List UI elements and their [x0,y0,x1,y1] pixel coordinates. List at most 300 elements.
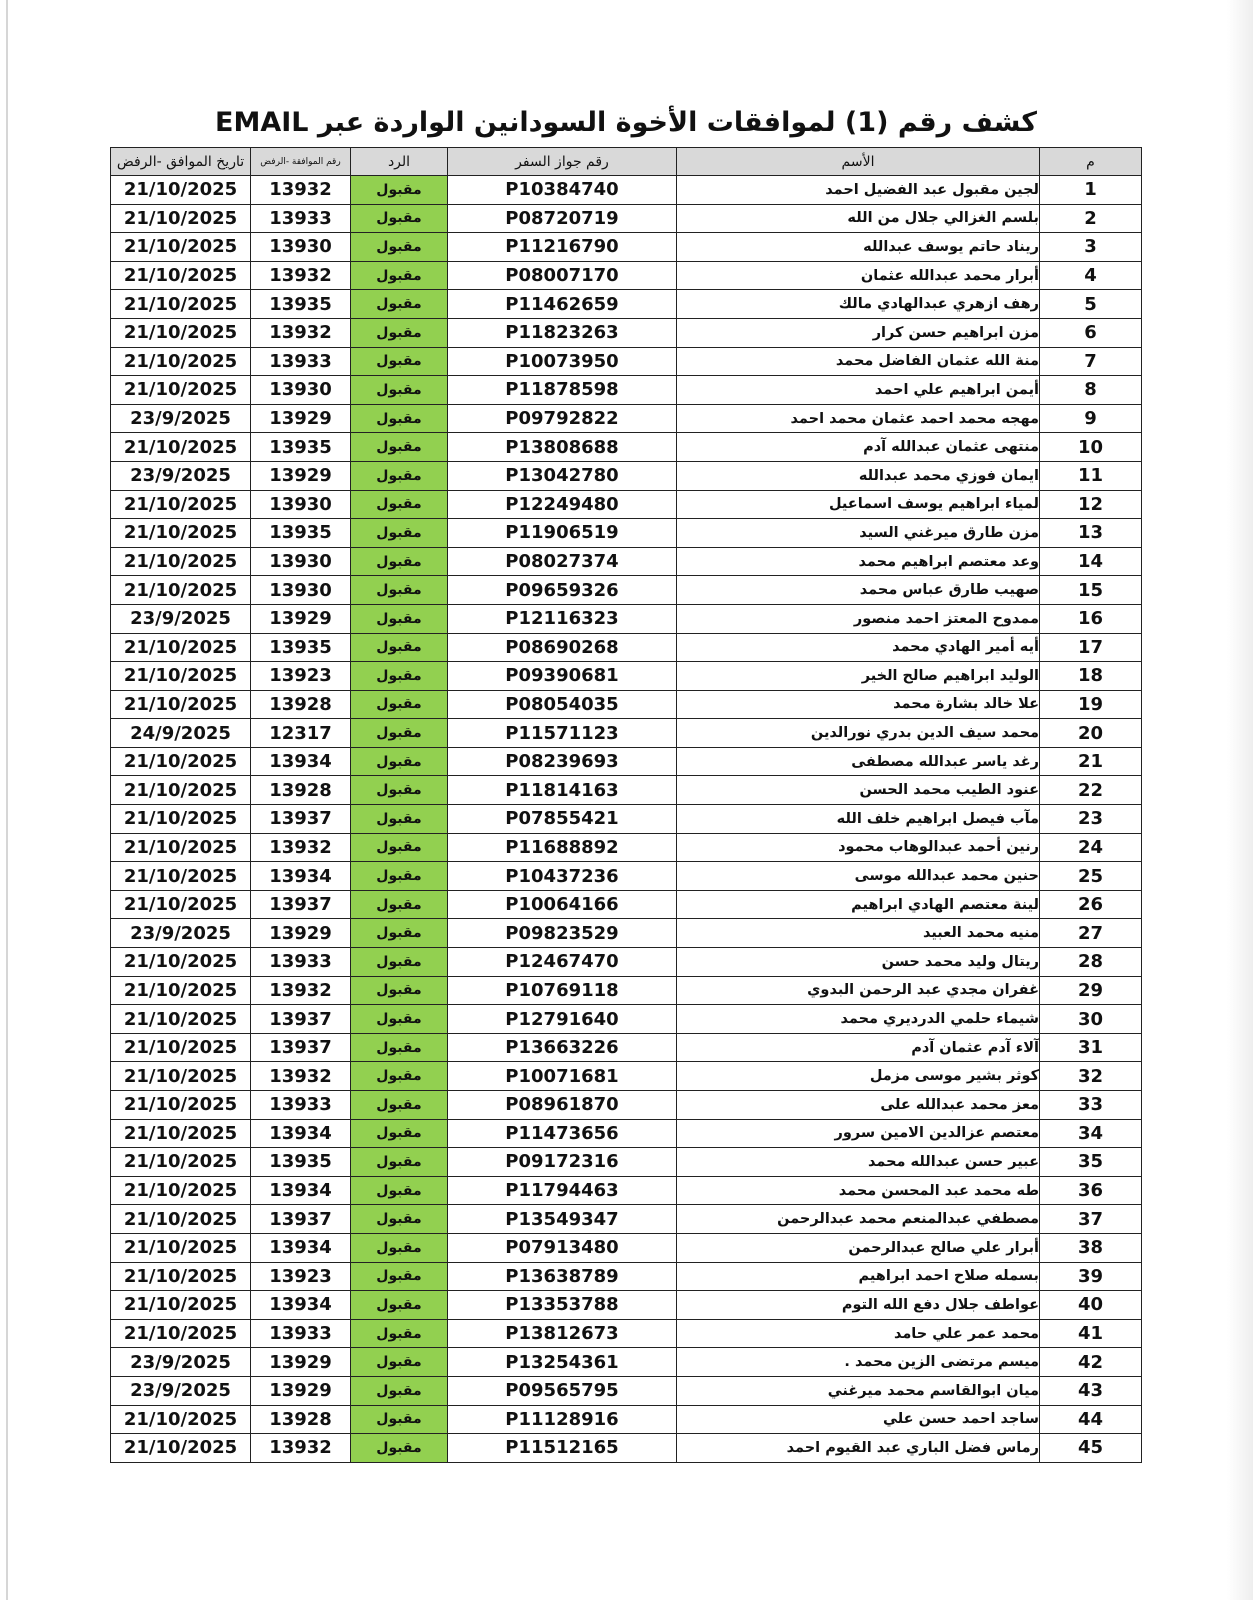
response-status-cell: مقبول [351,747,448,776]
table-row [111,1376,1142,1405]
table-row [111,318,1142,347]
response-status-cell: مقبول [351,290,448,319]
table-row [111,833,1142,862]
approval-date-cell: 21/10/2025 [111,290,251,319]
approval-date-cell: 21/10/2025 [111,261,251,290]
table-row [111,976,1142,1005]
approval-date-cell: 21/10/2025 [111,1205,251,1234]
approval-number-cell: 13935 [251,290,351,319]
table-row [111,404,1142,433]
approval-number-cell: 13929 [251,404,351,433]
response-status-cell: مقبول [351,176,448,205]
person-name-cell: مصطفي عبدالمنعم محمد عبدالرحمن [677,1205,1040,1234]
passport-number-cell: P10064166 [448,890,677,919]
approval-number-cell: 13934 [251,1119,351,1148]
row-index-cell: 42 [1040,1348,1142,1377]
passport-number-cell: P08054035 [448,690,677,719]
approval-number-cell: 13932 [251,261,351,290]
table-row [111,547,1142,576]
table-row [111,805,1142,834]
person-name-cell: محمد عمر علي حامد [677,1319,1040,1348]
approval-number-cell: 13932 [251,1062,351,1091]
approval-number-cell: 13930 [251,376,351,405]
row-index-cell: 21 [1040,747,1142,776]
response-status-cell: مقبول [351,604,448,633]
table-header-row [111,148,1142,176]
table-row [111,1062,1142,1091]
document-title: كشف رقم (1) لموافقات الأخوة السودانين الواردة عبر EMAIL [215,107,1037,138]
person-name-cell: الوليد ابراهيم صالح الخير [677,662,1040,691]
table-row [111,1348,1142,1377]
approval-number-cell: 13937 [251,890,351,919]
passport-number-cell: P13254361 [448,1348,677,1377]
person-name-cell: مزن ابراهيم حسن كرار [677,318,1040,347]
person-name-cell: غفران مجدي عبد الرحمن البدوي [677,976,1040,1005]
approval-date-cell: 21/10/2025 [111,519,251,548]
response-status-cell: مقبول [351,690,448,719]
response-status-cell: مقبول [351,1405,448,1434]
table-row [111,519,1142,548]
table-row [111,1291,1142,1320]
passport-number-cell: P11906519 [448,519,677,548]
person-name-cell: أبرار علي صالح عبدالرحمن [677,1233,1040,1262]
approval-number-cell: 13932 [251,176,351,205]
table-row [111,1119,1142,1148]
response-status-cell: مقبول [351,519,448,548]
response-status-cell: مقبول [351,1176,448,1205]
table-body [111,176,1142,1463]
approval-number-cell: 13933 [251,948,351,977]
response-status-cell: مقبول [351,890,448,919]
table-row [111,1405,1142,1434]
row-index-cell: 41 [1040,1319,1142,1348]
passport-number-cell: P11473656 [448,1119,677,1148]
table-row [111,719,1142,748]
header-passport: رقم جواز السفر [448,148,677,176]
approval-date-cell: 23/9/2025 [111,1376,251,1405]
person-name-cell: عواطف جلال دفع الله التوم [677,1291,1040,1320]
passport-number-cell: P09659326 [448,576,677,605]
passport-number-cell: P13353788 [448,1291,677,1320]
response-status-cell: مقبول [351,318,448,347]
passport-number-cell: P10769118 [448,976,677,1005]
table-row [111,1319,1142,1348]
approval-number-cell: 13930 [251,576,351,605]
response-status-cell: مقبول [351,347,448,376]
response-status-cell: مقبول [351,1348,448,1377]
row-index-cell: 34 [1040,1119,1142,1148]
response-status-cell: مقبول [351,948,448,977]
approval-number-cell: 13935 [251,1148,351,1177]
table-row [111,1148,1142,1177]
approval-number-cell: 13937 [251,805,351,834]
person-name-cell: حنين محمد عبدالله موسى [677,862,1040,891]
person-name-cell: محمد سيف الدين بدري نورالدين [677,719,1040,748]
table-row [111,290,1142,319]
table-row [111,576,1142,605]
passport-number-cell: P11814163 [448,776,677,805]
response-status-cell: مقبول [351,233,448,262]
approval-number-cell: 13930 [251,490,351,519]
response-status-cell: مقبول [351,862,448,891]
table-row [111,776,1142,805]
approval-number-cell: 13935 [251,519,351,548]
response-status-cell: مقبول [351,547,448,576]
person-name-cell: عبير حسن عبدالله محمد [677,1148,1040,1177]
response-status-cell: مقبول [351,1233,448,1262]
row-index-cell: 2 [1040,204,1142,233]
approval-number-cell: 13929 [251,1348,351,1377]
person-name-cell: بسمله صلاح احمد ابراهيم [677,1262,1040,1291]
row-index-cell: 5 [1040,290,1142,319]
approval-number-cell: 13932 [251,318,351,347]
person-name-cell: صهيب طارق عباس محمد [677,576,1040,605]
approval-number-cell: 13930 [251,233,351,262]
approval-number-cell: 13929 [251,461,351,490]
approval-number-cell: 13932 [251,1434,351,1463]
approval-date-cell: 21/10/2025 [111,347,251,376]
row-index-cell: 39 [1040,1262,1142,1291]
approval-date-cell: 21/10/2025 [111,747,251,776]
person-name-cell: مزن طارق ميرغني السيد [677,519,1040,548]
approval-date-cell: 21/10/2025 [111,433,251,462]
header-approval-number: رقم الموافقة -الرفض [251,148,351,176]
passport-number-cell: P08027374 [448,547,677,576]
approval-number-cell: 13928 [251,690,351,719]
passport-number-cell: P12791640 [448,1005,677,1034]
table-row [111,690,1142,719]
table-row [111,1233,1142,1262]
approval-number-cell: 13928 [251,776,351,805]
table-row [111,261,1142,290]
passport-number-cell: P13812673 [448,1319,677,1348]
approval-date-cell: 23/9/2025 [111,919,251,948]
approval-date-cell: 21/10/2025 [111,1062,251,1091]
approval-number-cell: 13935 [251,633,351,662]
person-name-cell: منيه محمد العبيد [677,919,1040,948]
row-index-cell: 17 [1040,633,1142,662]
row-index-cell: 36 [1040,1176,1142,1205]
row-index-cell: 11 [1040,461,1142,490]
table-row [111,890,1142,919]
approval-date-cell: 21/10/2025 [111,1091,251,1120]
response-status-cell: مقبول [351,1376,448,1405]
response-status-cell: مقبول [351,490,448,519]
table-row [111,233,1142,262]
approval-date-cell: 21/10/2025 [111,490,251,519]
passport-number-cell: P13638789 [448,1262,677,1291]
approval-date-cell: 23/9/2025 [111,604,251,633]
row-index-cell: 1 [1040,176,1142,205]
row-index-cell: 35 [1040,1148,1142,1177]
passport-number-cell: P11216790 [448,233,677,262]
person-name-cell: رماس فضل الباري عبد القيوم احمد [677,1434,1040,1463]
approval-number-cell: 13934 [251,1176,351,1205]
row-index-cell: 40 [1040,1291,1142,1320]
response-status-cell: مقبول [351,1091,448,1120]
row-index-cell: 30 [1040,1005,1142,1034]
approval-date-cell: 21/10/2025 [111,318,251,347]
response-status-cell: مقبول [351,461,448,490]
header-date: تاريخ الموافق -الرفض [111,148,251,176]
approval-number-cell: 13929 [251,1376,351,1405]
approval-date-cell: 21/10/2025 [111,1119,251,1148]
row-index-cell: 13 [1040,519,1142,548]
person-name-cell: أيمن ابراهيم علي احمد [677,376,1040,405]
passport-number-cell: P10384740 [448,176,677,205]
table-row [111,461,1142,490]
table-row [111,490,1142,519]
table-row [111,633,1142,662]
passport-number-cell: P11128916 [448,1405,677,1434]
passport-number-cell: P10073950 [448,347,677,376]
approval-date-cell: 21/10/2025 [111,376,251,405]
approval-date-cell: 21/10/2025 [111,805,251,834]
person-name-cell: وعد معتصم ابراهيم محمد [677,547,1040,576]
person-name-cell: طه محمد عبد المحسن محمد [677,1176,1040,1205]
response-status-cell: مقبول [351,433,448,462]
row-index-cell: 38 [1040,1233,1142,1262]
passport-number-cell: P10437236 [448,862,677,891]
row-index-cell: 6 [1040,318,1142,347]
approval-date-cell: 21/10/2025 [111,1434,251,1463]
header-name: الأسم [677,148,1040,176]
row-index-cell: 29 [1040,976,1142,1005]
table-row [111,376,1142,405]
person-name-cell: مآب فيصل ابراهيم خلف الله [677,805,1040,834]
person-name-cell: ريتال وليد محمد حسن [677,948,1040,977]
passport-number-cell: P11878598 [448,376,677,405]
approval-date-cell: 21/10/2025 [111,633,251,662]
approval-date-cell: 21/10/2025 [111,890,251,919]
approval-date-cell: 21/10/2025 [111,1148,251,1177]
person-name-cell: ايمان فوزي محمد عبدالله [677,461,1040,490]
row-index-cell: 18 [1040,662,1142,691]
approval-date-cell: 21/10/2025 [111,1262,251,1291]
person-name-cell: ميان ابوالقاسم محمد ميرغني [677,1376,1040,1405]
person-name-cell: رهف ازهري عبدالهادي مالك [677,290,1040,319]
approvals-table [110,147,1142,1463]
approval-number-cell: 13937 [251,1005,351,1034]
passport-number-cell: P11462659 [448,290,677,319]
response-status-cell: مقبول [351,1148,448,1177]
response-status-cell: مقبول [351,376,448,405]
response-status-cell: مقبول [351,1291,448,1320]
person-name-cell: علا خالد بشارة محمد [677,690,1040,719]
response-status-cell: مقبول [351,204,448,233]
passport-number-cell: P09792822 [448,404,677,433]
row-index-cell: 26 [1040,890,1142,919]
approval-date-cell: 21/10/2025 [111,776,251,805]
page-edge-shadow [1227,0,1253,1600]
passport-number-cell: P13549347 [448,1205,677,1234]
row-index-cell: 19 [1040,690,1142,719]
table-row [111,1005,1142,1034]
approval-date-cell: 21/10/2025 [111,833,251,862]
response-status-cell: مقبول [351,404,448,433]
header-response: الرد [351,148,448,176]
table-row [111,1033,1142,1062]
table-row [111,1262,1142,1291]
approval-number-cell: 13932 [251,833,351,862]
approval-date-cell: 21/10/2025 [111,176,251,205]
passport-number-cell: P11571123 [448,719,677,748]
person-name-cell: منتهى عثمان عبدالله آدم [677,433,1040,462]
approval-number-cell: 13934 [251,1291,351,1320]
table-row [111,747,1142,776]
row-index-cell: 24 [1040,833,1142,862]
person-name-cell: لجين مقبول عبد الفضيل احمد [677,176,1040,205]
approval-number-cell: 13933 [251,347,351,376]
approval-date-cell: 24/9/2025 [111,719,251,748]
response-status-cell: مقبول [351,776,448,805]
passport-number-cell: P07913480 [448,1233,677,1262]
response-status-cell: مقبول [351,261,448,290]
row-index-cell: 10 [1040,433,1142,462]
approval-date-cell: 21/10/2025 [111,862,251,891]
table-row [111,1176,1142,1205]
approval-date-cell: 23/9/2025 [111,461,251,490]
approval-number-cell: 13934 [251,747,351,776]
response-status-cell: مقبول [351,662,448,691]
approval-date-cell: 21/10/2025 [111,662,251,691]
table-row [111,1434,1142,1463]
approval-date-cell: 21/10/2025 [111,1291,251,1320]
row-index-cell: 9 [1040,404,1142,433]
row-index-cell: 7 [1040,347,1142,376]
approval-date-cell: 21/10/2025 [111,1405,251,1434]
person-name-cell: بلسم الغزالي جلال من الله [677,204,1040,233]
person-name-cell: ممدوح المعتز احمد منصور [677,604,1040,633]
approval-number-cell: 13933 [251,1091,351,1120]
approval-number-cell: 13928 [251,1405,351,1434]
person-name-cell: ساجد احمد حسن علي [677,1405,1040,1434]
approval-date-cell: 21/10/2025 [111,948,251,977]
passport-number-cell: P11823263 [448,318,677,347]
passport-number-cell: P09172316 [448,1148,677,1177]
table-row [111,662,1142,691]
person-name-cell: لينة معتصم الهادي ابراهيم [677,890,1040,919]
table-row [111,347,1142,376]
passport-number-cell: P09390681 [448,662,677,691]
person-name-cell: ميسم مرتضى الزين محمد . [677,1348,1040,1377]
person-name-cell: منة الله عثمان الفاضل محمد [677,347,1040,376]
response-status-cell: مقبول [351,919,448,948]
row-index-cell: 44 [1040,1405,1142,1434]
approval-date-cell: 21/10/2025 [111,1005,251,1034]
response-status-cell: مقبول [351,976,448,1005]
passport-number-cell: P12116323 [448,604,677,633]
response-status-cell: مقبول [351,1005,448,1034]
approval-number-cell: 13923 [251,662,351,691]
person-name-cell: معتصم عزالدين الامين سرور [677,1119,1040,1148]
response-status-cell: مقبول [351,1119,448,1148]
approval-number-cell: 13933 [251,204,351,233]
approval-date-cell: 21/10/2025 [111,204,251,233]
row-index-cell: 12 [1040,490,1142,519]
passport-number-cell: P13808688 [448,433,677,462]
row-index-cell: 45 [1040,1434,1142,1463]
passport-number-cell: P08007170 [448,261,677,290]
passport-number-cell: P08961870 [448,1091,677,1120]
row-index-cell: 22 [1040,776,1142,805]
response-status-cell: مقبول [351,833,448,862]
passport-number-cell: P10071681 [448,1062,677,1091]
row-index-cell: 23 [1040,805,1142,834]
passport-number-cell: P07855421 [448,805,677,834]
person-name-cell: آلاء آدم عثمان آدم [677,1033,1040,1062]
passport-number-cell: P11512165 [448,1434,677,1463]
approval-number-cell: 13932 [251,976,351,1005]
response-status-cell: مقبول [351,1319,448,1348]
row-index-cell: 32 [1040,1062,1142,1091]
approval-number-cell: 12317 [251,719,351,748]
approval-date-cell: 21/10/2025 [111,576,251,605]
row-index-cell: 37 [1040,1205,1142,1234]
row-index-cell: 16 [1040,604,1142,633]
row-index-cell: 15 [1040,576,1142,605]
response-status-cell: مقبول [351,1033,448,1062]
approval-date-cell: 21/10/2025 [111,1233,251,1262]
approval-number-cell: 13929 [251,604,351,633]
person-name-cell: كوثر بشير موسى مزمل [677,1062,1040,1091]
row-index-cell: 8 [1040,376,1142,405]
row-index-cell: 20 [1040,719,1142,748]
passport-number-cell: P09823529 [448,919,677,948]
approval-date-cell: 21/10/2025 [111,233,251,262]
approval-number-cell: 13937 [251,1033,351,1062]
approval-number-cell: 13934 [251,1233,351,1262]
response-status-cell: مقبول [351,1434,448,1463]
row-index-cell: 25 [1040,862,1142,891]
response-status-cell: مقبول [351,1262,448,1291]
table-row [111,204,1142,233]
response-status-cell: مقبول [351,805,448,834]
row-index-cell: 31 [1040,1033,1142,1062]
person-name-cell: رنين أحمد عبدالوهاب محمود [677,833,1040,862]
response-status-cell: مقبول [351,719,448,748]
table-row [111,1205,1142,1234]
person-name-cell: أبرار محمد عبدالله عثمان [677,261,1040,290]
approval-number-cell: 13929 [251,919,351,948]
approval-number-cell: 13937 [251,1205,351,1234]
page-edge-line [6,0,8,1600]
person-name-cell: رغد ياسر عبدالله مصطفى [677,747,1040,776]
approval-number-cell: 13930 [251,547,351,576]
table-row [111,948,1142,977]
table-row [111,919,1142,948]
person-name-cell: معز محمد عبدالله على [677,1091,1040,1120]
approval-date-cell: 21/10/2025 [111,976,251,1005]
row-index-cell: 14 [1040,547,1142,576]
passport-number-cell: P08690268 [448,633,677,662]
response-status-cell: مقبول [351,1205,448,1234]
approval-number-cell: 13933 [251,1319,351,1348]
row-index-cell: 43 [1040,1376,1142,1405]
passport-number-cell: P08239693 [448,747,677,776]
passport-number-cell: P13042780 [448,461,677,490]
row-index-cell: 28 [1040,948,1142,977]
response-status-cell: مقبول [351,576,448,605]
table-row [111,433,1142,462]
approval-date-cell: 21/10/2025 [111,1319,251,1348]
passport-number-cell: P11794463 [448,1176,677,1205]
approval-date-cell: 23/9/2025 [111,1348,251,1377]
person-name-cell: شيماء حلمي الدرديري محمد [677,1005,1040,1034]
row-index-cell: 27 [1040,919,1142,948]
passport-number-cell: P12467470 [448,948,677,977]
person-name-cell: أيه أمير الهادي محمد [677,633,1040,662]
